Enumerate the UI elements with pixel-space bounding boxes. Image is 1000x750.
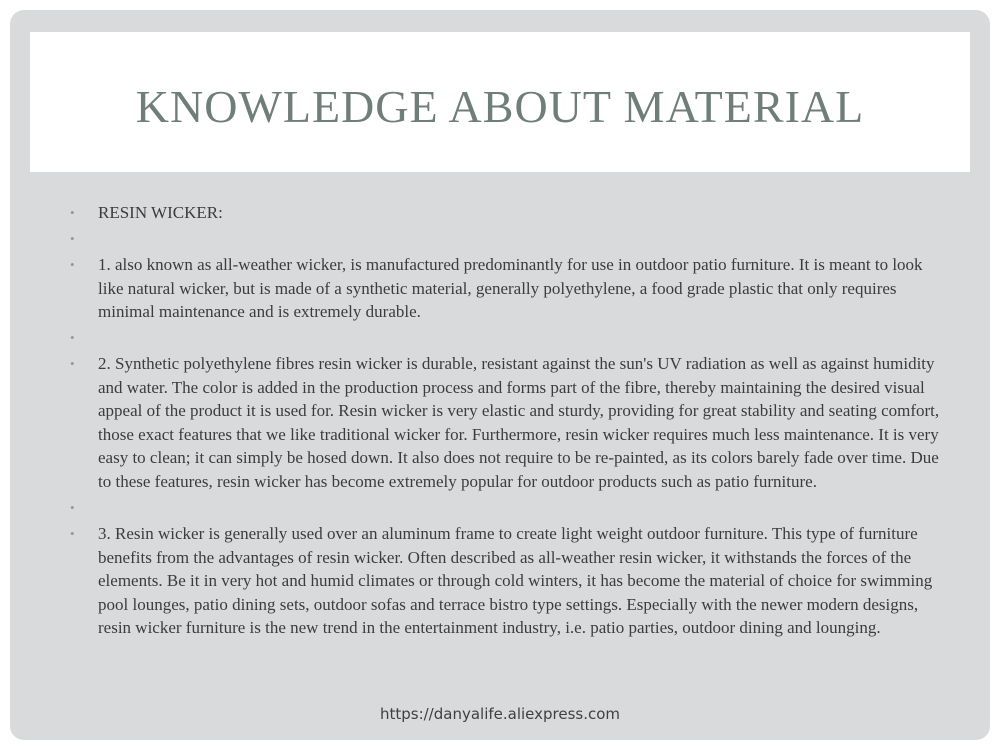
bullet-item-point-3 <box>70 522 950 640</box>
bullet-text <box>98 496 950 520</box>
bullet-item-point-1 <box>70 253 950 324</box>
bullet-text <box>98 326 950 350</box>
bullet-list <box>70 201 950 642</box>
bullet-item-point-2 <box>70 352 950 493</box>
bullet-item-empty <box>70 326 950 350</box>
bullet-marker: • <box>70 257 75 273</box>
bullet-item-empty <box>70 496 950 520</box>
bullet-text: 1. also known as all-weather wicker, is manufactured predominantly for use in outdoor patio furniture. It is meant to look like natural wicker, but is made of a synthetic material, generally polyethylene, a food grade plastic that only requires minimal maintenance and is extremely durable. <box>98 255 923 322</box>
bullet-marker: • <box>70 499 75 515</box>
bullet-text: RESIN WICKER: <box>98 203 223 222</box>
bullet-marker: • <box>70 330 75 346</box>
title-box <box>30 32 970 172</box>
bullet-marker: • <box>70 231 75 247</box>
slide <box>10 10 990 740</box>
bullet-marker: • <box>70 526 75 542</box>
bullet-marker: • <box>70 356 75 372</box>
bullet-item-empty <box>70 227 950 251</box>
bullet-text: 3. Resin wicker is generally used over an aluminum frame to create light weight outdoor furniture. This type of furniture benefits from the advantages of resin wicker. Often described as all-weather resin wicker, it withstands the forces of the elements. Be it in very hot and humid climates or through cold winters, it has become the material of choice for swimming pool lounges, patio dining sets, outdoor sofas and terrace bistro type settings. Especially with the newer modern designs, resin wicker furniture is the new trend in the entertainment industry, i.e. patio parties, outdoor dining and lounging. <box>98 524 933 638</box>
bullet-text <box>98 227 950 251</box>
bullet-text: 2. Synthetic polyethylene fibres resin wicker is durable, resistant against the sun's UV radiation as well as against humidity and water. The color is added in the production process and forms part of the fibre, thereby maintaining the desired visual appeal of the product it is used for. Resin wicker is very elastic and sturdy, providing for great stability and seating comfort, those exact features that we like traditional wicker for. Furthermore, resin wicker requires much less maintenance. It is very easy to clean; it can simply be hosed down. It also does not require to be re-painted, as its colors barely fade over time. Due to these features, resin wicker has become extremely popular for outdoor products such as patio furniture. <box>98 354 940 491</box>
slide-title: KNOWLEDGE ABOUT MATERIAL <box>135 80 865 132</box>
bullet-marker: • <box>70 205 75 220</box>
footer-url: https://danyalife.aliexpress.com <box>379 705 621 723</box>
bullet-item-heading <box>70 201 950 225</box>
